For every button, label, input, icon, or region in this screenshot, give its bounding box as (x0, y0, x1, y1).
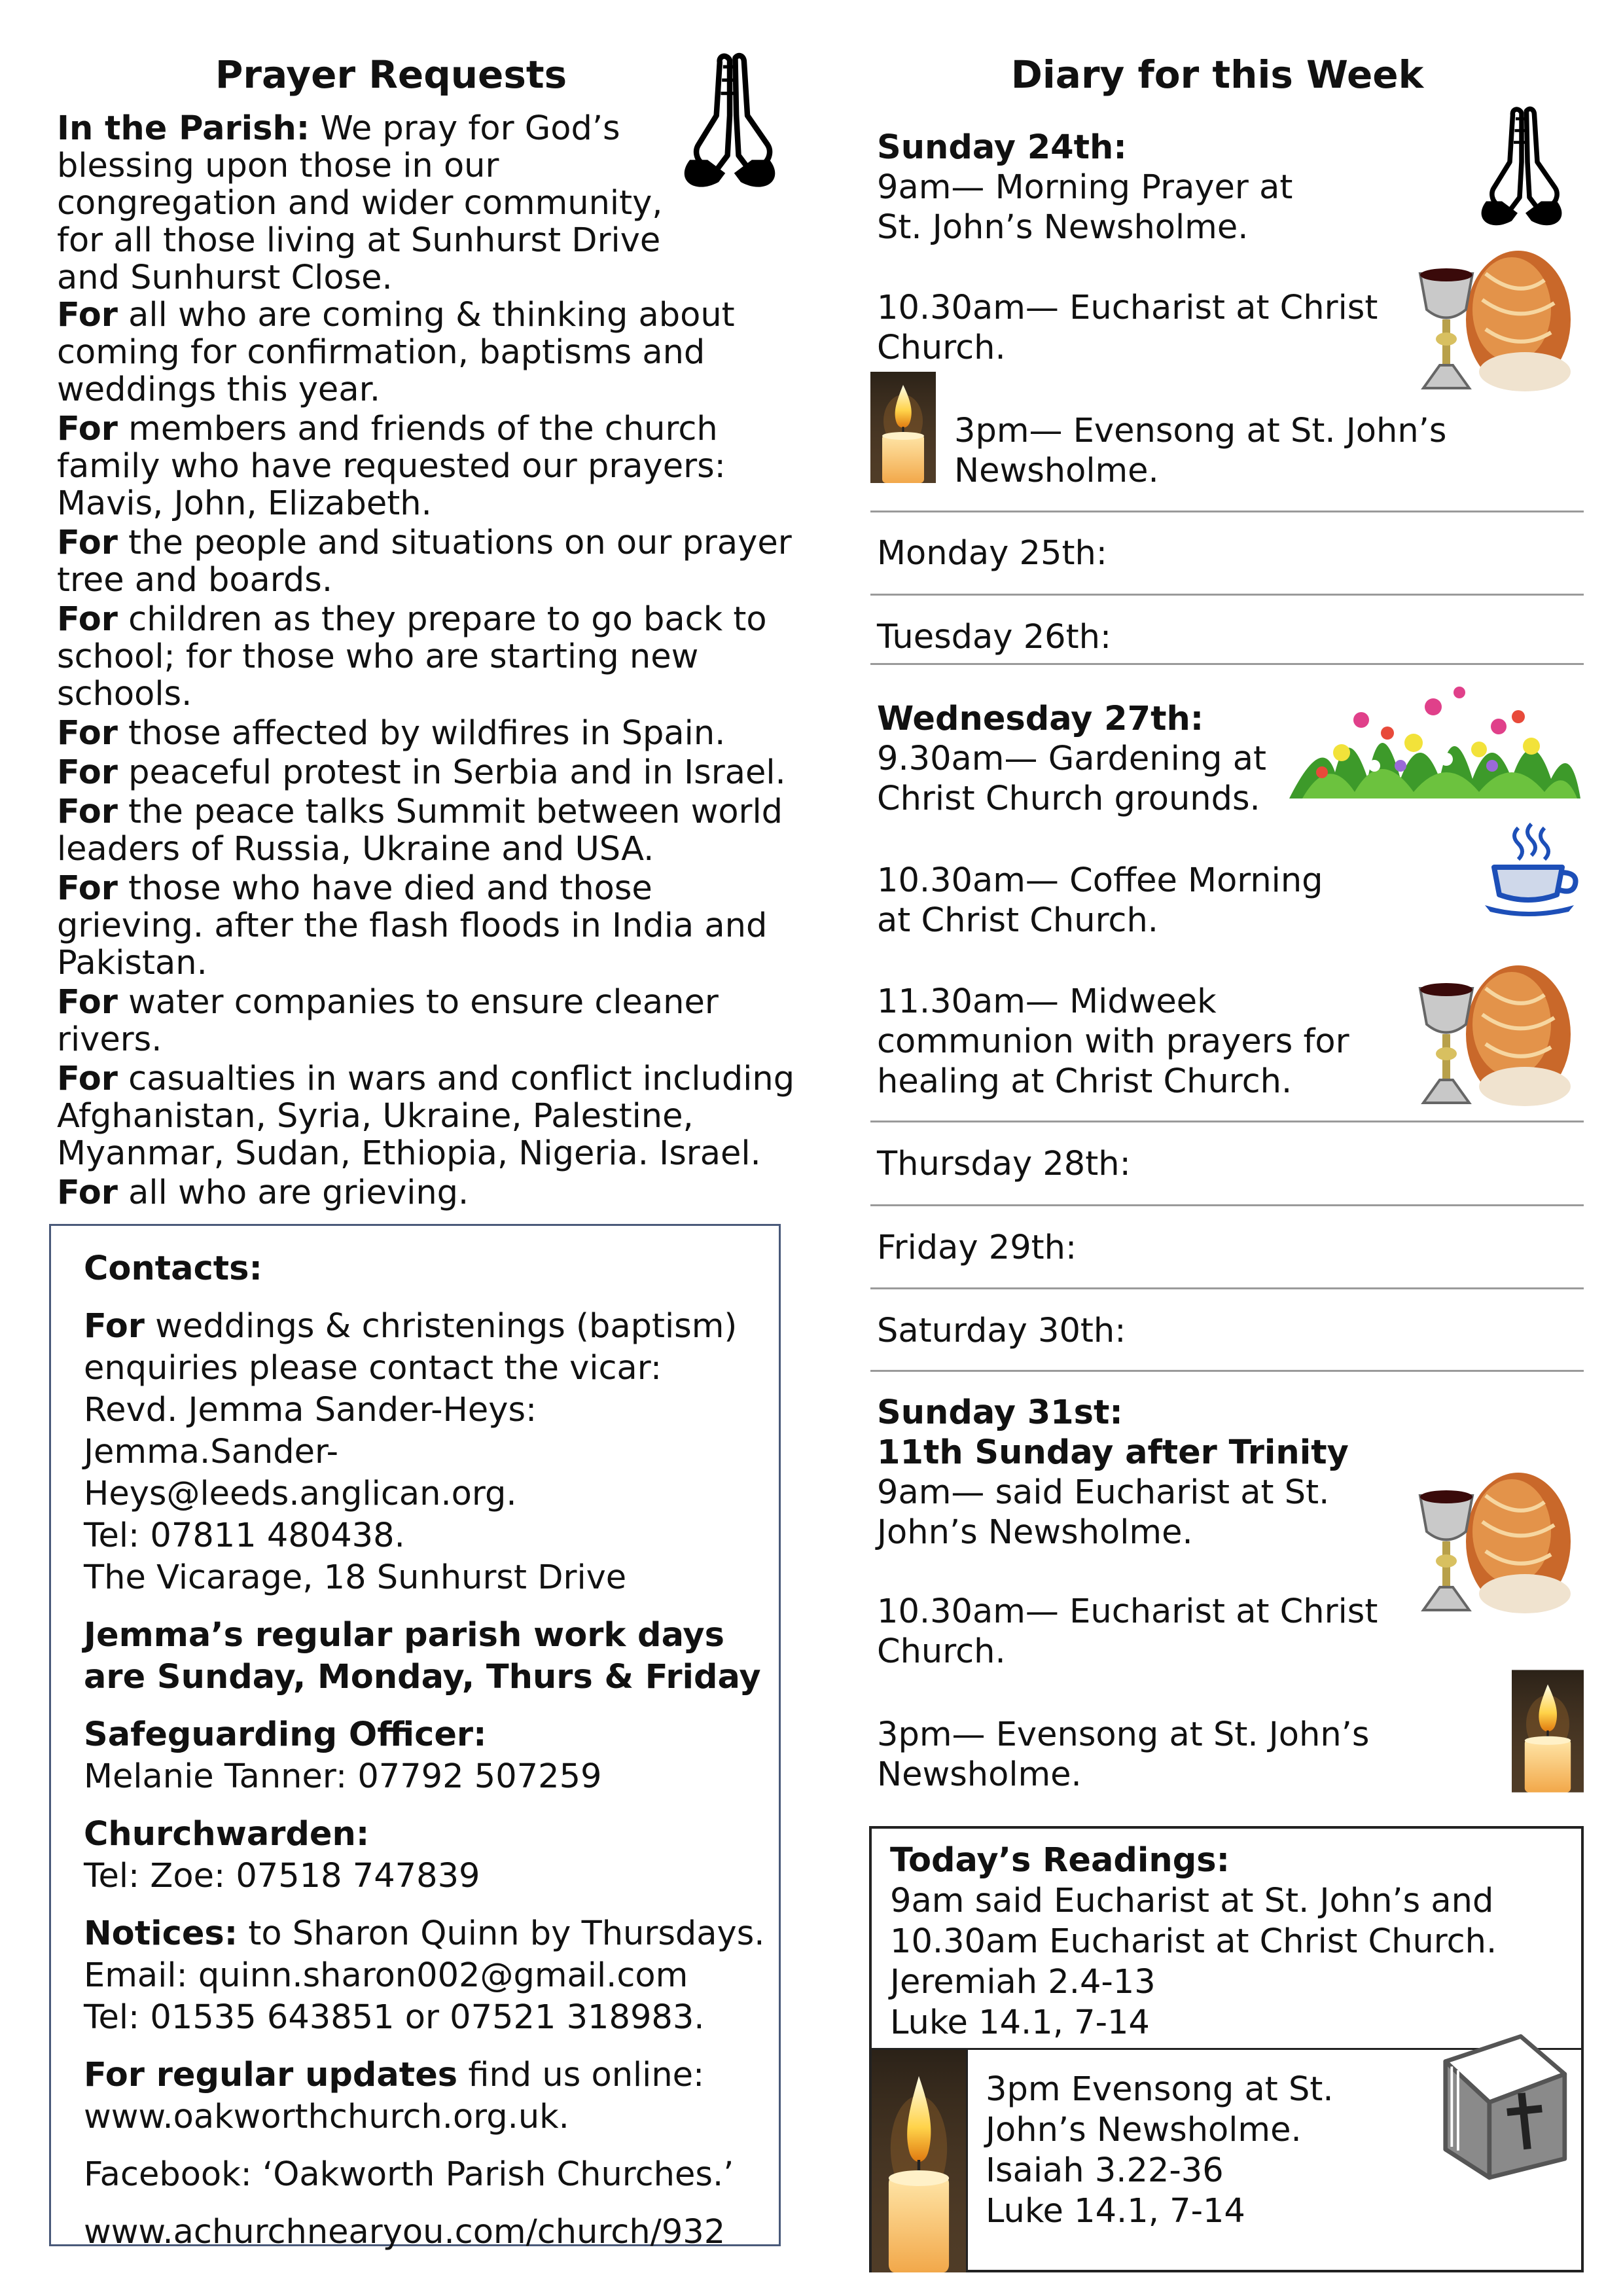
diary-sunday-31 (877, 1393, 1400, 1552)
prayer-item: For peaceful protest in Serbia and in Israel. (57, 753, 786, 792)
safeguarding-heading: Safeguarding Officer: (84, 1715, 487, 1754)
chalice-bread-icon (1414, 962, 1571, 1113)
vicar-email[interactable]: Jemma.Sander-Heys@leeds.anglican.org. (84, 1433, 517, 1513)
vicar-name: Revd. Jemma Sander-Heys: (84, 1391, 537, 1429)
updates: For regular updates find us online: (84, 2056, 705, 2094)
work-days: Jemma’s regular parish work days are Sunday, Monday, Thurs & Friday (84, 1616, 761, 1696)
bible-icon (1427, 2024, 1577, 2181)
diary-title: Diary for this Week (1010, 52, 1424, 97)
day-heading: Thursday 28th: (877, 1145, 1131, 1183)
readings-heading: Today’s Readings: (890, 1841, 1230, 1880)
chalice-bread-icon (1414, 247, 1571, 398)
diary-event: 3pm— Evensong at St. John’s Newsholme. (954, 412, 1447, 490)
prayer-item: For those affected by wildfires in Spain. (57, 714, 726, 753)
facebook-link[interactable]: Facebook: ‘Oakworth Parish Churches.’ (84, 2155, 734, 2194)
prayer-title: Prayer Requests (215, 52, 567, 97)
divider (870, 1287, 1584, 1289)
prayer-item: For children as they prepare to go back to school; for those who are starting new schools. (57, 600, 767, 713)
prayer-item: For members and friends of the church family who have requested our prayers: Mavis, John, Elizabeth. (57, 410, 726, 523)
churchwarden-heading: Churchwarden: (84, 1815, 370, 1854)
diary-event: 3pm— Evensong at St. John’s Newsholme. (877, 1715, 1370, 1794)
chalice-bread-icon (1414, 1469, 1571, 1620)
website-link[interactable]: www.oakworthchurch.org.uk. (84, 2098, 569, 2136)
diary-event: 9.30am— Gardening at Christ Church grounds. (877, 740, 1266, 818)
diary-event: 10.30am— Eucharist at Christ Church. (877, 1592, 1378, 1671)
candle-icon (872, 2050, 966, 2272)
readings-line: 9am said Eucharist at St. John’s and 10.30am Eucharist at Christ Church. (890, 1882, 1497, 1961)
contacts-weddings: For weddings & christenings (baptism) enquiries please contact the vicar: (84, 1307, 738, 1388)
day-heading: Wednesday 27th: (877, 700, 1204, 738)
divider (870, 1204, 1584, 1206)
readings-line: Luke 14.1, 7-14 (890, 2003, 1150, 2042)
teacup-icon (1482, 821, 1580, 920)
candle-icon (870, 372, 936, 483)
vicar-address: The Vicarage, 18 Sunhurst Drive (84, 1558, 627, 1597)
safeguarding-text: Melanie Tanner: 07792 507259 (84, 1757, 602, 1796)
day-heading: Sunday 31st: (877, 1393, 1123, 1432)
diary-event: 11.30am— Midweek communion with prayers for healing at Christ Church. (877, 982, 1349, 1101)
prayer-item: For the peace talks Summit between world leaders of Russia, Ukraine and USA. (57, 793, 783, 869)
readings-vdivider (966, 2050, 968, 2272)
day-subheading: 11th Sunday after Trinity (877, 1433, 1349, 1472)
day-heading: Saturday 30th: (877, 1312, 1126, 1350)
diary-event: 9am— said Eucharist at St. John’s Newsholme. (877, 1473, 1330, 1552)
diary-event: 9am— Morning Prayer at St. John’s Newsholme. (877, 168, 1293, 247)
divider (870, 594, 1584, 596)
diary-event: 10.30am— Eucharist at Christ Church. (877, 289, 1378, 367)
contacts-heading: Contacts: (84, 1249, 262, 1288)
prayer-item: For those who have died and those grieving. after the flash floods in India and Pakistan. (57, 869, 768, 982)
prayer-item: For the people and situations on our prayer tree and boards. (57, 524, 792, 600)
day-heading: Tuesday 26th: (877, 618, 1112, 656)
candle-icon (1512, 1669, 1584, 1793)
prayer-item: For all who are coming & thinking about coming for confirmation, baptisms and weddings this year. (57, 296, 735, 409)
prayer-item: For all who are grieving. (57, 1174, 469, 1212)
day-heading: Monday 25th: (877, 534, 1107, 573)
diary-wednesday-27 (877, 699, 1296, 819)
divider (870, 1121, 1584, 1122)
notices-tel: Tel: 01535 643851 or 07521 318983. (84, 1998, 705, 2037)
divider (870, 1370, 1584, 1372)
prayer-item: For casualties in wars and conflict including Afghanistan, Syria, Ukraine, Palestine, Myanmar, Sudan, Ethiopia, Nigeria. Israel. (57, 1060, 795, 1173)
churchwarden-text: Tel: Zoe: 07518 747839 (84, 1857, 480, 1895)
prayer-list (57, 110, 806, 1213)
flowers-icon (1283, 681, 1584, 798)
readings-line: 3pm Evensong at St. John’s Newsholme. (986, 2070, 1334, 2149)
achurch-link[interactable]: www.achurchnearyou.com/church/932 (84, 2213, 726, 2251)
day-heading: Friday 29th: (877, 1229, 1077, 1267)
notices: Notices: to Sharon Quinn by Thursdays. (84, 1914, 765, 1953)
intro-label: In the Parish: (57, 109, 310, 148)
readings-line: Jeremiah 2.4-13 (890, 1963, 1156, 2001)
prayer-item: For water companies to ensure cleaner rivers. (57, 983, 719, 1059)
diary-event: 10.30am— Coffee Morning at Christ Church. (877, 861, 1323, 940)
divider (870, 511, 1584, 512)
divider (870, 663, 1584, 665)
praying-hands-icon (1472, 98, 1571, 236)
readings-line: Isaiah 3.22-36 (986, 2151, 1224, 2190)
readings-line: Luke 14.1, 7-14 (986, 2192, 1245, 2231)
day-heading: Sunday 24th: (877, 128, 1127, 167)
vicar-tel: Tel: 07811 480438. (84, 1516, 405, 1555)
readings-box (869, 1826, 1584, 2272)
notices-email[interactable]: Email: quinn.sharon002@gmail.com (84, 1956, 688, 1995)
contacts-box (49, 1224, 781, 2251)
intro-text: We pray for God’s blessing upon those in our congregation and wider community, for all those living at Sunhurst Drive and Sunhurst Close. (57, 109, 663, 297)
diary-sunday-24 (877, 128, 1400, 247)
